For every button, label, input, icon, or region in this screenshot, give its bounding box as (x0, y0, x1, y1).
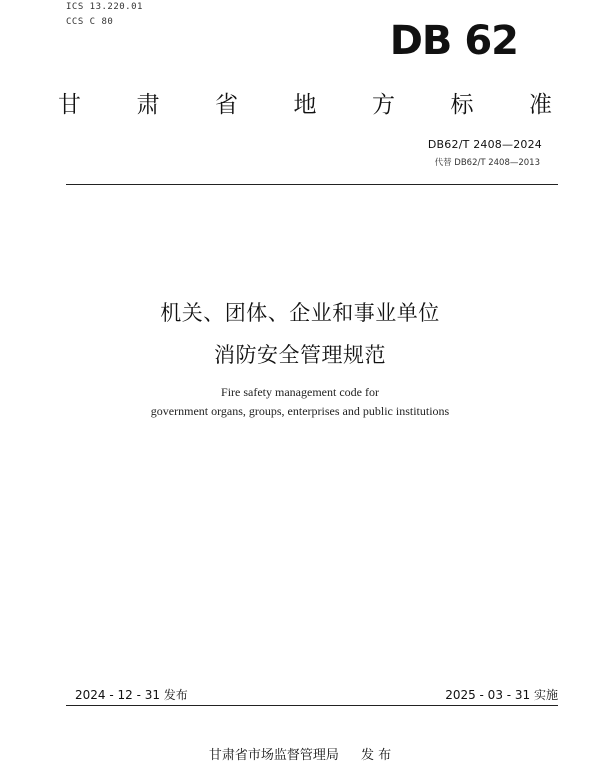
issue-date: 2024 - 12 - 31 发布 (75, 688, 188, 702)
title-char: 标 (450, 92, 474, 118)
title-char: 肃 (136, 92, 160, 118)
standard-code-logo: DB 62 (389, 18, 518, 64)
title-char: 甘 (58, 92, 81, 118)
standard-number: DB62/T 2408—2024 (427, 138, 542, 151)
document-type-title (58, 86, 552, 119)
bottom-divider (66, 705, 558, 706)
issuer-name: 甘肃省市场监督管理局 (208, 748, 339, 763)
chinese-title-line-2: 消防安全管理规范 (214, 343, 386, 367)
title-char: 准 (529, 92, 552, 118)
english-title-line-2: government organs, groups, enterprises and public institutions (150, 404, 450, 418)
implementation-date: 2025 - 03 - 31 实施 (445, 688, 558, 702)
title-char: 省 (215, 92, 238, 118)
replaces-note: 代替 DB62/T 2408—2013 (434, 158, 540, 168)
issuer-line (0, 744, 600, 763)
issuer-action: 发 布 (360, 748, 392, 763)
title-char: 方 (372, 92, 395, 118)
chinese-title-line-1: 机关、团体、企业和事业单位 (160, 301, 440, 325)
ccs-classification: CCS C 80 (66, 17, 114, 27)
ics-classification: ICS 13.220.01 (66, 2, 143, 12)
title-char: 地 (293, 92, 317, 118)
english-title-line-1: Fire safety management code for (221, 385, 379, 399)
top-divider (66, 184, 558, 185)
